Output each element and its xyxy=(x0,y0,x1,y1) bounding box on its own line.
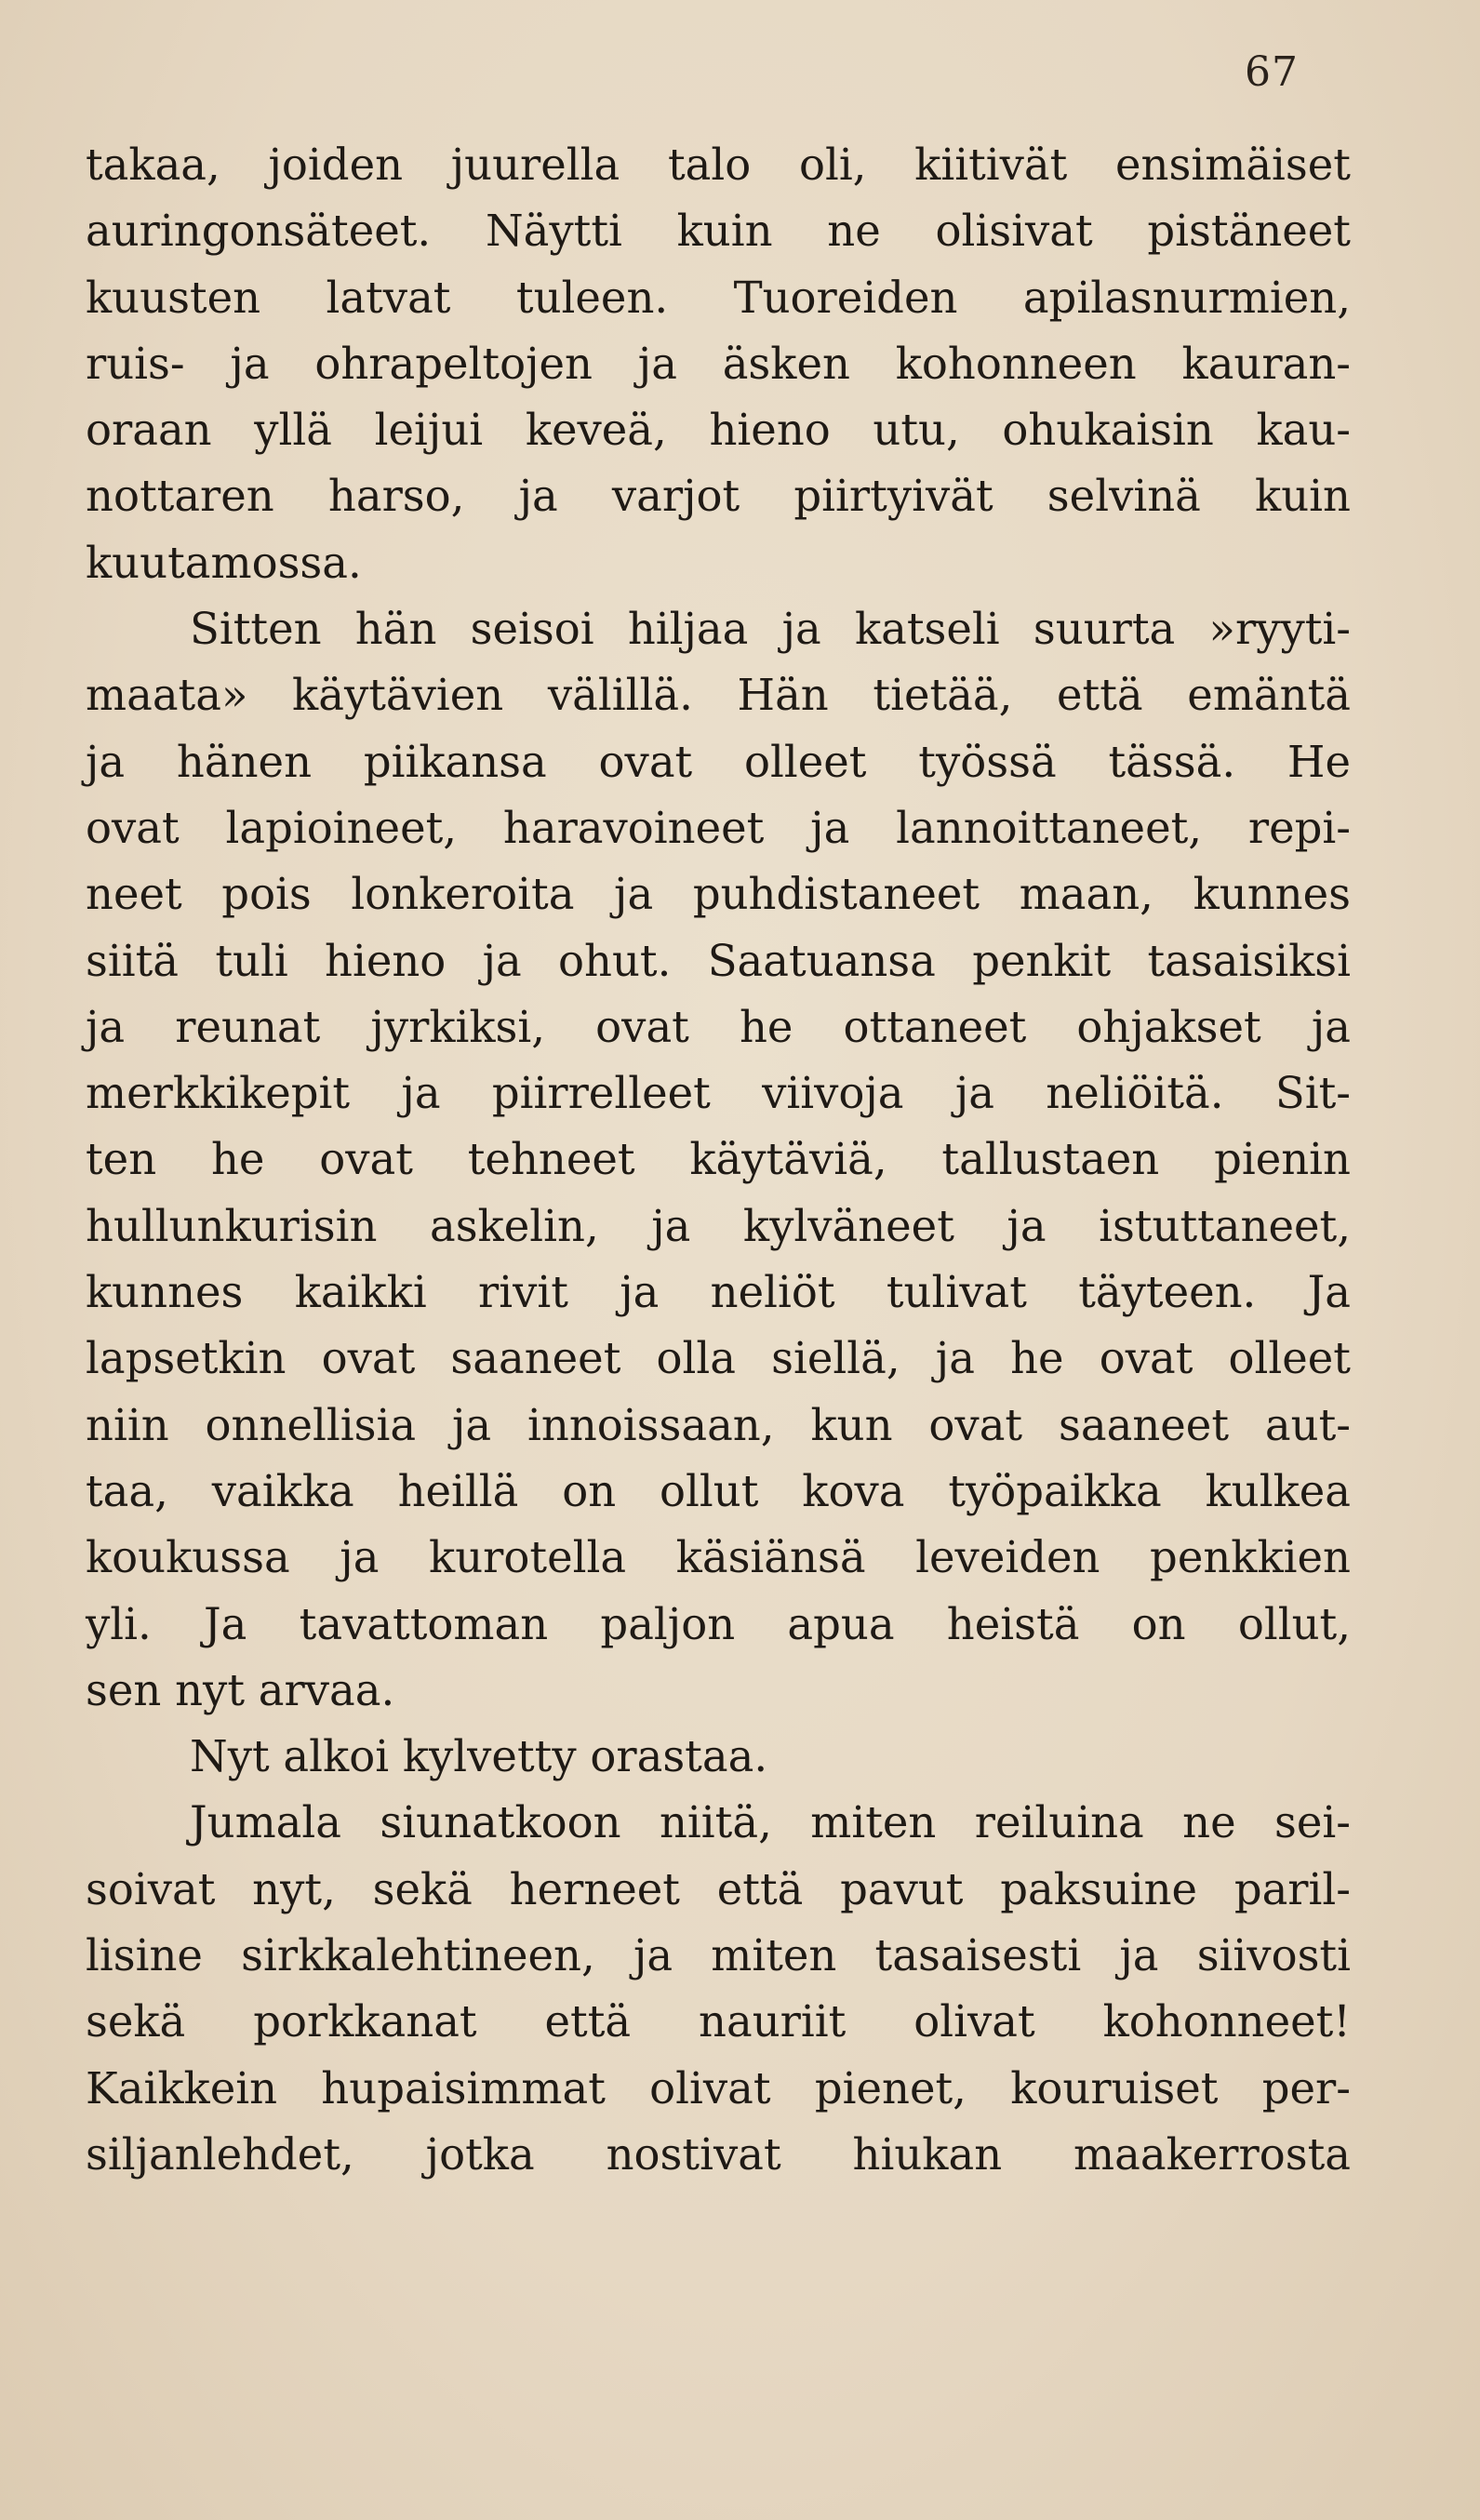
text-line: kuusten latvat tuleen. Tuoreiden apilasnurmien, xyxy=(86,272,1351,323)
text-line: koukussa ja kurotella käsiänsä leveiden penkkien xyxy=(86,1532,1351,1583)
page-body-text xyxy=(86,132,1351,2188)
text-line: soivat nyt, sekä herneet että pavut paksuine paril- xyxy=(86,1863,1351,1914)
text-line: ja reunat jyrkiksi, ovat he ottaneet ohjakset ja xyxy=(86,1001,1351,1052)
text-line: kuutamossa. xyxy=(86,537,362,588)
text-line: lapsetkin ovat saaneet olla siellä, ja he ovat olleet xyxy=(86,1333,1351,1384)
text-line: nottaren harso, ja varjot piirtyivät selvinä kuin xyxy=(86,471,1351,522)
text-line: maata» käytävien välillä. Hän tietää, että emäntä xyxy=(86,670,1351,721)
text-line: Jumala siunatkoon niitä, miten reiluina ne sei- xyxy=(190,1797,1351,1848)
text-line: Sitten hän seisoi hiljaa ja katseli suurta »ryyti- xyxy=(190,604,1351,655)
text-line: Kaikkein hupaisimmat olivat pienet, kouruiset per- xyxy=(86,2062,1351,2113)
text-line: ovat lapioineet, haravoineet ja lannoittaneet, repi- xyxy=(86,802,1351,853)
text-line: Nyt alkoi kylvetty orastaa. xyxy=(190,1731,768,1782)
text-line: yli. Ja tavattoman paljon apua heistä on ollut, xyxy=(86,1598,1351,1649)
text-line: taa, vaikka heillä on ollut kova työpaikka kulkea xyxy=(86,1465,1351,1516)
text-line: takaa, joiden juurella talo oli, kiitivät ensimäiset xyxy=(86,140,1351,190)
text-line: sen nyt arvaa. xyxy=(86,1664,395,1715)
text-line: lisine sirkkalehtineen, ja miten tasaisesti ja siivosti xyxy=(86,1930,1351,1981)
text-line: ten he ovat tehneet käytäviä, tallustaen pienin xyxy=(86,1134,1351,1185)
text-line: siljanlehdet, jotka nostivat hiukan maakerrosta xyxy=(86,2128,1351,2180)
page-number: 67 xyxy=(1245,48,1299,96)
text-line: merkkikepit ja piirrelleet viivoja ja neliöitä. Sit- xyxy=(86,1068,1351,1119)
text-line: sekä porkkanat että nauriit olivat kohonneet! xyxy=(86,1996,1351,2047)
text-line: hullunkurisin askelin, ja kylväneet ja istuttaneet, xyxy=(86,1200,1351,1251)
text-line: kunnes kaikki rivit ja neliöt tulivat täyteen. Ja xyxy=(86,1267,1351,1318)
text-line: niin onnellisia ja innoissaan, kun ovat saaneet aut- xyxy=(86,1399,1351,1450)
text-line: auringonsäteet. Näytti kuin ne olisivat pistäneet xyxy=(86,206,1351,257)
text-line: siitä tuli hieno ja ohut. Saatuansa penkit tasaisiksi xyxy=(86,935,1351,986)
text-line: ja hänen piikansa ovat olleet työssä tässä. He xyxy=(86,736,1351,787)
text-line: ruis- ja ohrapeltojen ja äsken kohonneen kauran- xyxy=(86,338,1351,389)
text-line: oraan yllä leijui keveä, hieno utu, ohukaisin kau- xyxy=(86,405,1351,456)
text-line: neet pois lonkeroita ja puhdistaneet maan, kunnes xyxy=(86,869,1351,920)
